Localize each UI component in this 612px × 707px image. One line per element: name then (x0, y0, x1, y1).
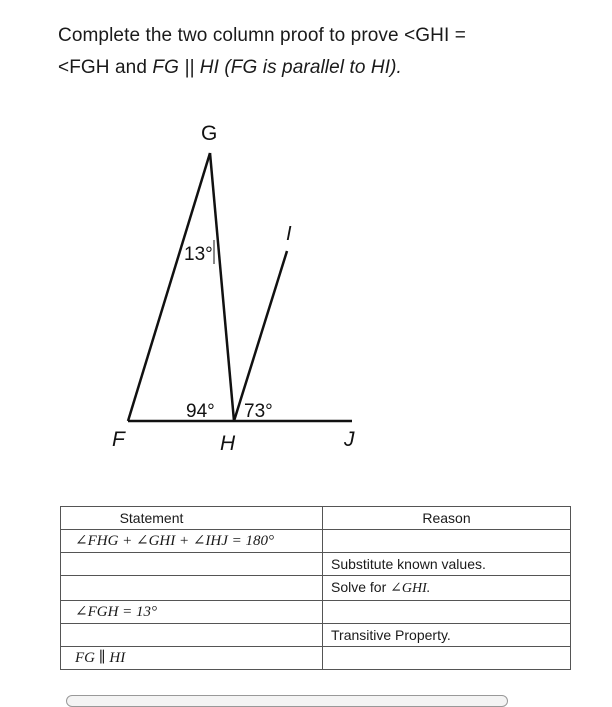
prompt-line-2-plain: <FGH and (58, 57, 153, 78)
segment-fg (128, 153, 210, 421)
proof-row-3 (61, 576, 571, 601)
reason-cell[interactable] (323, 601, 571, 624)
reason-cell[interactable] (323, 576, 571, 601)
statement-cell[interactable] (61, 576, 323, 601)
statement-header: Statement (61, 507, 323, 530)
ray-hi (234, 251, 287, 421)
proof-header-row (61, 507, 571, 530)
prompt-line-2-italic: FG || HI (FG is parallel to HI). (152, 57, 402, 78)
reason-cell[interactable] (323, 530, 571, 553)
statement-cell[interactable]: FG ∥ HI (61, 647, 323, 670)
proof-row-2 (61, 553, 571, 576)
reason-math: ∠GHI. (390, 581, 431, 596)
reason-cell[interactable]: Transitive Property. (323, 624, 571, 647)
proof-row-1 (61, 530, 571, 553)
statement-cell[interactable]: ∠FGH = 13° (61, 601, 323, 624)
segment-gh (210, 153, 234, 421)
statement-cell[interactable] (61, 624, 323, 647)
reason-cell[interactable] (323, 647, 571, 670)
point-label-g: G (201, 122, 218, 145)
point-label-h: H (220, 432, 236, 455)
proof-row-4 (61, 601, 571, 624)
reason-cell[interactable]: Substitute known values. (323, 553, 571, 576)
point-label-i: I (286, 223, 292, 245)
proof-row-5 (61, 624, 571, 647)
point-label-f: F (112, 428, 125, 451)
angle-label-fgh: 13° (184, 244, 213, 265)
answer-input-bar[interactable] (66, 695, 508, 707)
point-label-j: J (344, 428, 355, 451)
reason-prefix: Solve for (331, 579, 391, 595)
proof-table (60, 506, 571, 670)
prompt-line-1: Complete the two column proof to prove <GHI = (58, 25, 466, 46)
reason-header: Reason (323, 507, 571, 530)
angle-label-ihj: 73° (244, 401, 273, 422)
statement-cell[interactable] (61, 553, 323, 576)
proof-row-6 (61, 647, 571, 670)
statement-cell[interactable]: ∠FHG + ∠GHI + ∠IHJ = 180° (61, 530, 323, 553)
angle-label-fhg: 94° (186, 401, 215, 422)
